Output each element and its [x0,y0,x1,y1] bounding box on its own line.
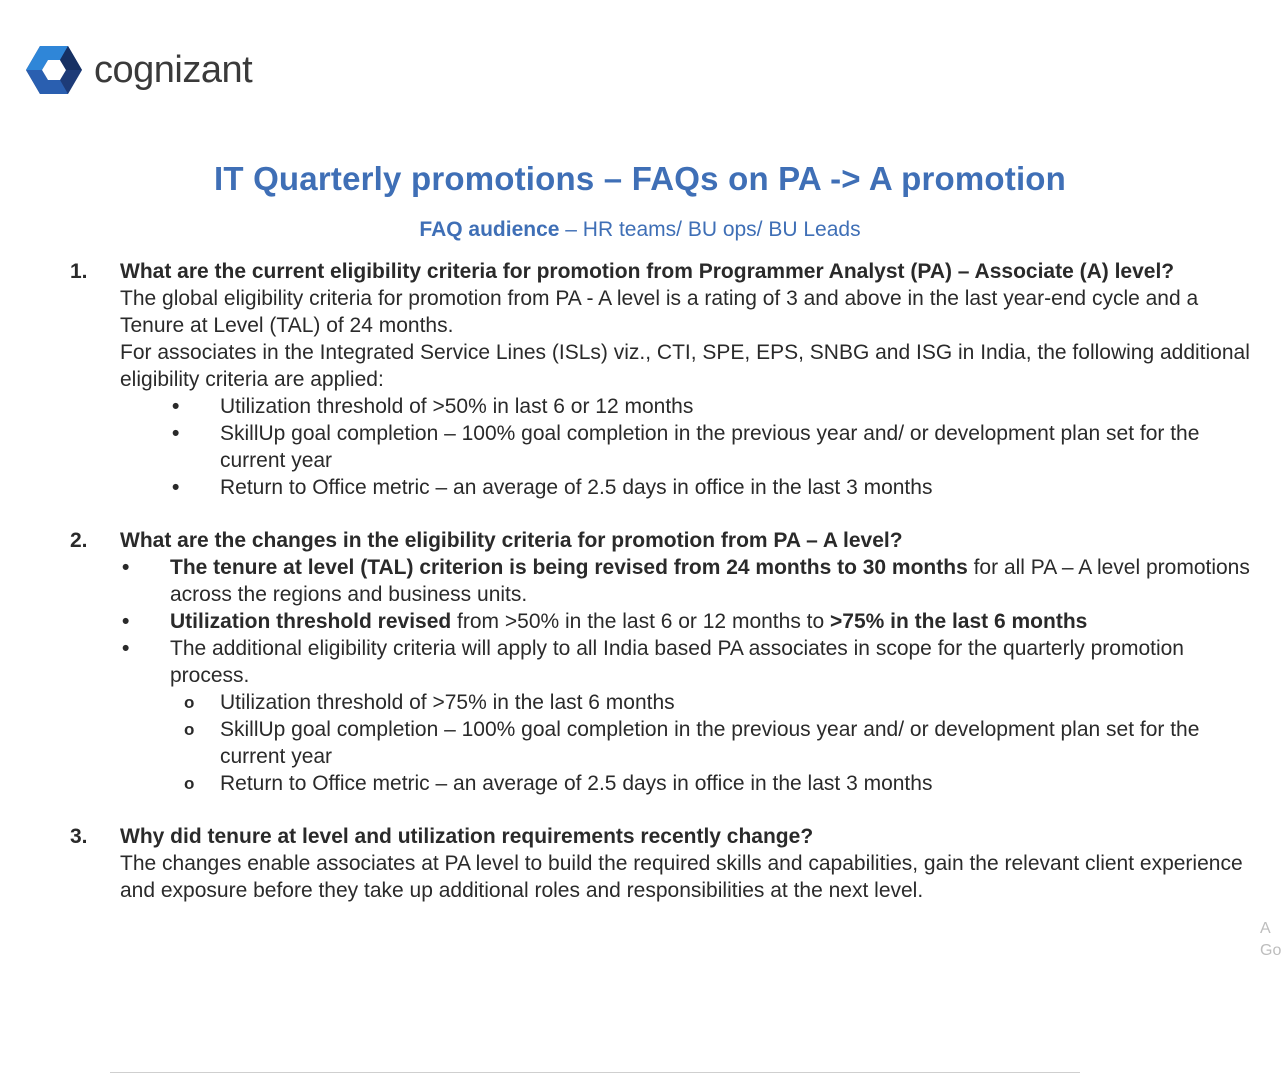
faq-answer-paragraph: The global eligibility criteria for promotion from PA - A level is a rating of 3 and above in the last year-end cycle and a Tenure at Level (TAL) of 24 months. [120,287,1199,337]
list-item: • SkillUp goal completion – 100% goal completion in the previous year and/ or development plan set for the current year [220,420,1262,474]
logo-wordmark: cognizant [94,48,253,91]
edge-text-line: A [1260,920,1271,937]
faq-item-3 [70,823,1262,904]
faq-question: What are the changes in the eligibility criteria for promotion from PA – A level? [120,529,903,552]
list-item [170,635,1262,797]
sub-list-item: o Utilization threshold of >75% in the last 6 months [220,689,1262,716]
edge-text-line: Go [1260,942,1281,959]
subtitle-audience: – HR teams/ BU ops/ BU Leads [559,218,861,241]
document-title: IT Quarterly promotions – FAQs on PA -> A promotion [213,160,1067,197]
faq-answer-paragraph: For associates in the Integrated Service Lines (ISLs) viz., CTI, SPE, EPS, SNBG and ISG in India, the following additional eligibility criteria are applied: [120,341,1250,391]
faq-list [70,258,1262,904]
criteria-bullet-list [120,393,1262,501]
bold-text: >75% in the last 6 months [830,610,1088,633]
edge-text-fragment [1260,918,1281,962]
list-item: • Return to Office metric – an average of 2.5 days in office in the last 3 months [220,474,1262,501]
list-item [170,608,1262,635]
plain-text: from >50% in the last 6 or 12 months to [451,610,830,633]
sub-list-item: o SkillUp goal completion – 100% goal completion in the previous year and/ or development plan set for the current year [220,716,1262,770]
sub-list-item: o Return to Office metric – an average of 2.5 days in office in the last 3 months [220,770,1262,797]
cognizant-logo [22,40,252,100]
faq-item-1 [70,258,1262,501]
faq-number: 1. [70,260,88,283]
changes-bullet-list [120,554,1262,797]
faq-item-2 [70,527,1262,797]
sub-criteria-list [170,689,1262,797]
faq-number: 2. [70,529,88,552]
faq-question: What are the current eligibility criteria for promotion from Programmer Analyst (PA) – Associate (A) level? [120,260,1175,283]
document-subtitle [0,218,1280,242]
plain-text: The additional eligibility criteria will apply to all India based PA associates in scope for the quarterly promotion process. [170,637,1184,687]
bold-text: The tenure at level (TAL) criterion is being revised from 24 months to 30 months [170,556,968,579]
faq-question: Why did tenure at level and utilization requirements recently change? [120,825,814,848]
plain-text: for all PA – A level promotions across the regions and business units. [170,556,1250,606]
cognizant-logo-icon [22,40,86,100]
list-item [170,554,1262,608]
faq-answer-paragraph: The changes enable associates at PA level to build the required skills and capabilities, gain the relevant client experience and exposure before they take up additional roles and responsibilities at the next level. [120,852,1243,902]
list-item: • Utilization threshold of >50% in last 6 or 12 months [220,393,1262,420]
divider [110,1072,1080,1073]
bold-text: Utilization threshold revised [170,610,452,633]
faq-number: 3. [70,825,88,848]
subtitle-label: FAQ audience [419,218,560,241]
